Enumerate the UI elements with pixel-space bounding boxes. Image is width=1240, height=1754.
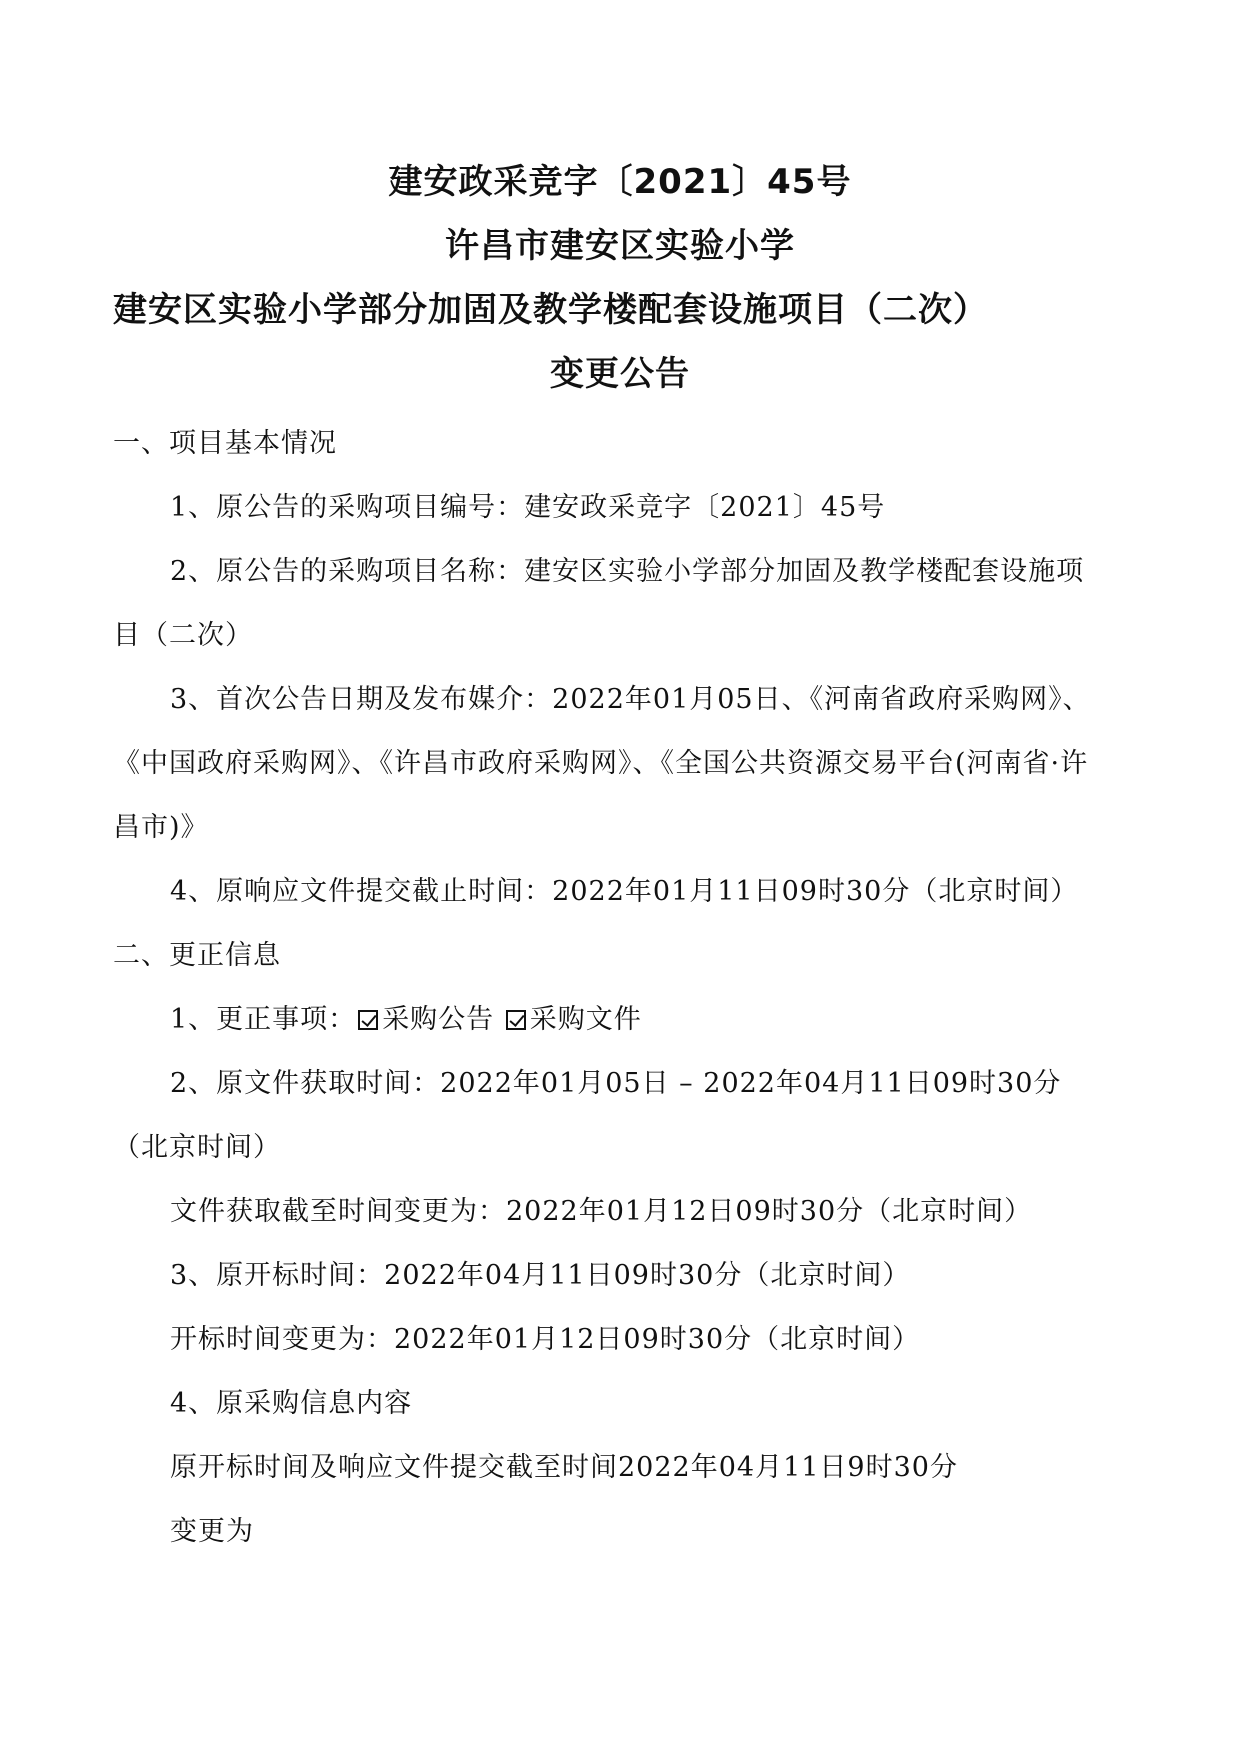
option-purchase-documents: 采购文件 [529,1004,642,1035]
section1-heading: 一、项目基本情况 [113,428,337,459]
section1-item3-line2: 《中国政府采购网》、《许昌市政府采购网》、《全国公共资源交易平台(河南省·许 [113,748,1089,779]
section1-item3-line3: 昌市)》 [113,812,209,843]
section2-item2-change: 文件获取截至时间变更为：2022年01月12日09时30分（北京时间） [170,1196,1033,1227]
notice-type-title: 变更公告 [550,354,690,394]
section2-item4-content: 原开标时间及响应文件提交截至时间2022年04月11日9时30分 [170,1452,958,1483]
section1-item3-line1: 3、首次公告日期及发布媒介：2022年01月05日、《河南省政府采购网》、 [170,684,1091,715]
section2-item1-label: 1、更正事项： [170,1004,357,1035]
section1-item2-line1: 2、原公告的采购项目名称：建安区实验小学部分加固及教学楼配套设施项 [170,556,1085,587]
project-title: 建安区实验小学部分加固及教学楼配套设施项目（二次） [113,290,988,330]
section2-item4: 4、原采购信息内容 [170,1388,413,1419]
section1-item2-line2: 目（二次） [113,620,253,651]
section2-item4-change: 变更为 [170,1516,254,1547]
organization-title: 许昌市建安区实验小学 [445,226,795,266]
section2-item2-line1: 2、原文件获取时间：2022年01月05日 – 2022年04月11日09时30分 [170,1068,1062,1099]
section2-item2-line2: （北京时间） [113,1132,281,1163]
option-purchase-notice: 采购公告 [382,1004,495,1035]
section2-heading: 二、更正信息 [113,940,281,971]
section2-item3-change: 开标时间变更为：2022年01月12日09时30分（北京时间） [170,1324,921,1355]
checked-box-icon [506,1010,526,1030]
section2-item1 [170,1002,642,1038]
doc-number-title: 建安政采竞字〔2021〕45号 [388,162,852,202]
section2-item3: 3、原开标时间：2022年04月11日09时30分（北京时间） [170,1260,911,1291]
section1-item4: 4、原响应文件提交截止时间：2022年01月11日09时30分（北京时间） [170,876,1079,907]
section1-item1: 1、原公告的采购项目编号：建安政采竞字〔2021〕45号 [170,492,886,523]
checked-box-icon [358,1010,378,1030]
